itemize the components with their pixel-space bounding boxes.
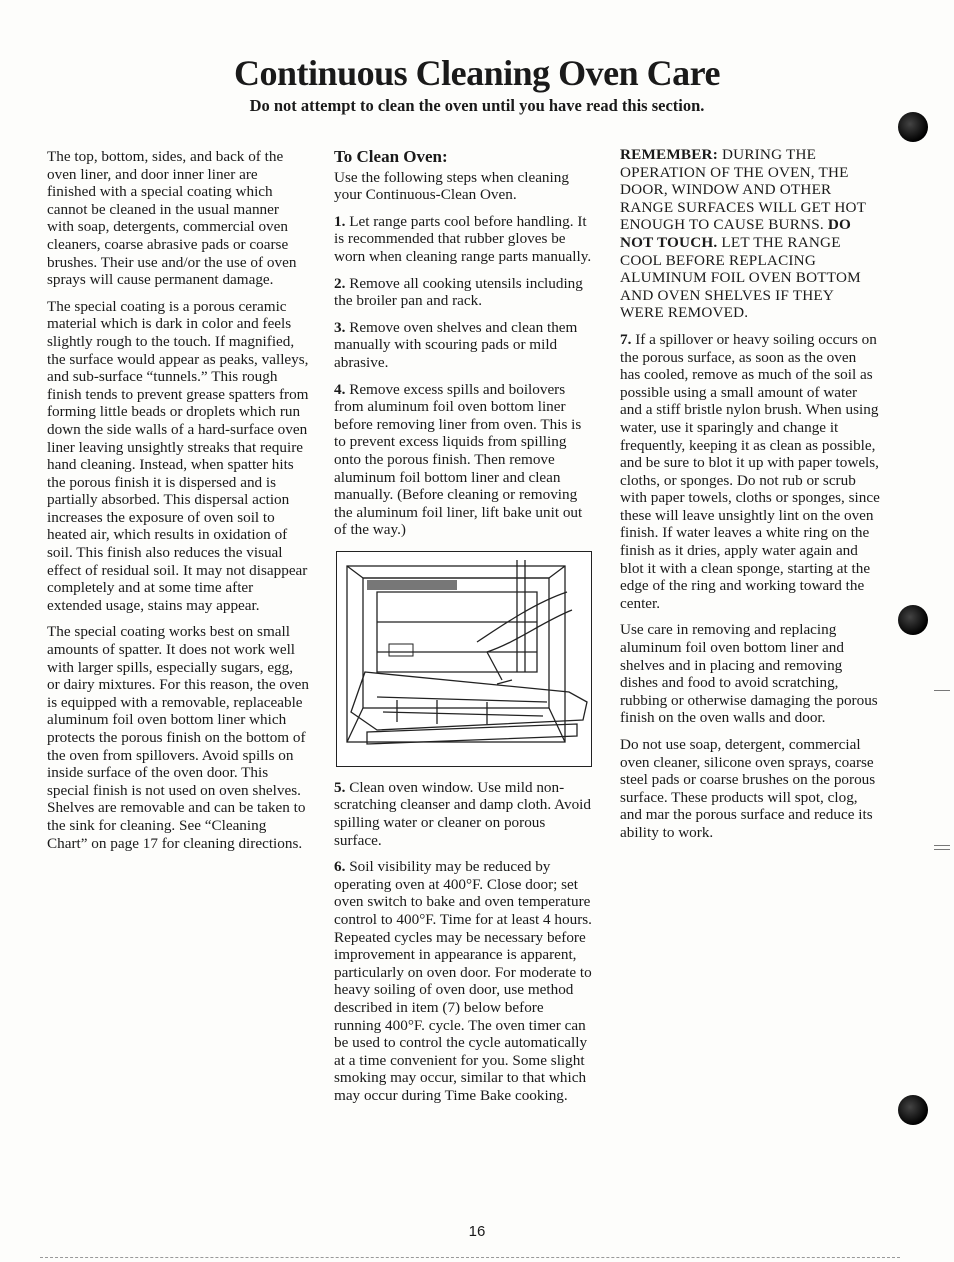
step-text: Remove all cooking utensils including the broiler pan and rack.: [334, 274, 583, 310]
paragraph-coating-intro: The top, bottom, sides, and back of the oven liner, and door inner liner are finished with a special coating which cannot be cleaned in the usual manner with soap, detergents, commercial oven cleaners, coarse abrasive pads or coarse brushes. Their use and/or the use of oven sprays will cause permanent damage.: [47, 148, 297, 289]
column-left: [47, 148, 309, 861]
punch-hole-icon: [898, 1095, 928, 1125]
oven-illustration: [336, 551, 592, 767]
steps-intro: Use the following steps when cleaning your Continuous-Clean Oven.: [334, 168, 569, 204]
step-6: [334, 858, 592, 1104]
paragraph-coating-limits: The special coating works best on small amounts of spatter. It does not work well with larger spills, especially sugars, egg, or dairy mixtures. For this reason, the oven is equipped with a removable, replaceable aluminum foil oven bottom liner which protects the porous finish on the bottom of the oven from spillovers. Avoid spills on inside surface of the oven door. This special finish is not used on oven shelves. Shelves are removable and can be taken to the sink for cleaning. See “Cleaning Chart” on page 17 for cleaning directions.: [47, 623, 309, 852]
step-number: 4.: [334, 380, 346, 398]
paragraph-porous-ceramic: The special coating is a porous ceramic material which is dark in color and feels slightly rough to the touch. If magnified, the surface would appear as peaks, valleys, and sub-surface “tunnels.” This rough finish tends to prevent grease spatters from forming little beads or droplets which run down the side walls of a hard-surface oven liner leaving unsightly streaks that require hand cleaning. Instead, when spatter hits the porous finish it is dispersed and is partially absorbed. This dispersal action increases the exposure of oven soil to heated air, which results in oxidation of soil. This finish also reduces the visual effect of residual soil. It may not disappear completely and at some time after extended usage, stains may appear.: [47, 297, 309, 614]
step-2: [334, 275, 592, 310]
warning-text: DURING THE OPERATION OF THE OVEN, THE DOOR, WINDOW AND OTHER RANGE SURFACES WILL GET HOT ENOUGH TO CAUSE BURNS.: [620, 146, 866, 234]
punch-hole-icon: [898, 112, 928, 142]
warning-text-2: LET THE RANGE COOL BEFORE REPLACING ALUMINUM FOIL OVEN BOTTOM AND OVEN SHELVES IF THEY WERE REMOVED.: [620, 233, 861, 322]
section-heading: To Clean Oven:: [334, 147, 448, 166]
step-text: Remove oven shelves and clean them manually with scouring pads or mild abrasive.: [334, 318, 578, 371]
column-middle: [334, 148, 592, 1114]
step-number: 5.: [334, 778, 346, 796]
margin-mark: [934, 849, 950, 850]
step-text: Soil visibility may be reduced by operating oven at 400°F. Close door; set oven switch to bake and oven temperature control to 400°F. Time for at least 4 hours. Repeated cycles may be necessary before improvement in appearance is apparent, particularly on oven door. For moderate to heavy soiling of oven door, use method described in item (7) below before running 400°F. cycle. The oven timer can be used to control the cycle automatically at a time convenient for you. Some slight smoking may occur, similar to that which may occur during Time Bake cooking.: [334, 858, 592, 1104]
step-number: 3.: [334, 318, 346, 336]
page-subtitle: Do not attempt to clean the oven until you have read this section.: [249, 96, 705, 115]
margin-mark: [934, 845, 950, 846]
step-number: 2.: [334, 274, 346, 292]
divider: [40, 1257, 900, 1258]
warning-remember: [620, 146, 880, 322]
paragraph-do-not-use: Do not use soap, detergent, commercial oven cleaner, silicone oven sprays, coarse steel pads or coarse brushes on the porous surface. These products will spot, clog, and mar the porous surface and reduce its ability to work.: [620, 736, 876, 841]
step-1: [334, 213, 592, 266]
step-text: If a spillover or heavy soiling occurs on the porous surface, as soon as the oven has cooled, remove as much of the soil as possible using a small amount of water and a stiff bristle nylon brush. When using water, use it sparingly and change it frequently, keeping it as clean as possible, and be sure to blot it up with paper towels, cloths, or sponges. Do not rub or scrub with paper towels, cloths or sponges, since these will leave unsightly lint on the oven finish. If water leaves a white ring on the finish as it dries, apply water again and blot it with a clean sponge, starting at the edge of the ring and working toward the center.: [620, 330, 880, 612]
punch-hole-icon: [898, 605, 928, 635]
paragraph-care-removing: Use care in removing and replacing aluminum foil oven bottom liner and shelves and in placing and removing dishes and food to avoid scratching, rubbing or otherwise damaging the porous finish on the oven walls and door.: [620, 621, 878, 727]
step-4: [334, 381, 592, 539]
warning-do-not-touch: DO NOT TOUCH.: [620, 216, 852, 251]
column-right: [620, 146, 880, 851]
step-7: [620, 331, 880, 613]
step-text: Remove excess spills and boilovers from aluminum foil oven bottom liner before removing liner from oven. This is to prevent excess liquids from spilling onto the porous finish. Then remove aluminum foil bottom liner and clean manually. (Before cleaning or removing the aluminum foil liner, lift bake unit out of the way.): [334, 380, 583, 539]
step-5: [334, 779, 592, 849]
page-number: 16: [468, 1223, 486, 1240]
step-number: 7.: [620, 330, 632, 348]
warning-label: REMEMBER:: [620, 146, 718, 163]
step-number: 1.: [334, 212, 346, 230]
step-3: [334, 319, 592, 372]
margin-mark: [934, 690, 950, 691]
step-number: 6.: [334, 858, 346, 876]
step-text: Clean oven window. Use mild non-scratching cleanser and damp cloth. Avoid spilling water or cleaner on porous surface.: [334, 778, 591, 849]
step-text: Let range parts cool before handling. It is recommended that rubber gloves be worn when cleaning range parts manually.: [334, 212, 592, 265]
page-title: Continuous Cleaning Oven Care: [234, 53, 720, 93]
